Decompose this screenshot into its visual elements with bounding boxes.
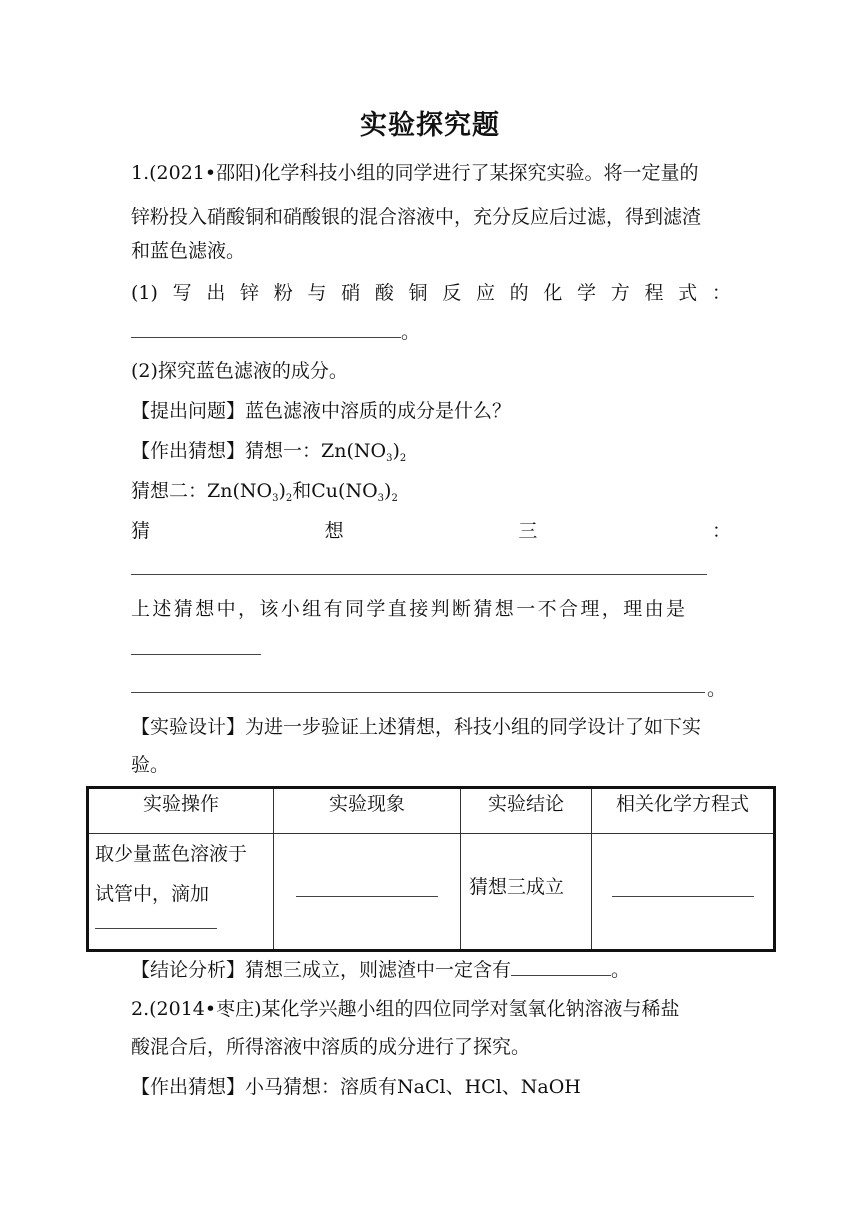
- cell-conclusion: [461, 834, 592, 951]
- prompt-char: 酸: [374, 282, 394, 304]
- header-operation: 实验操作: [88, 788, 274, 834]
- prompt-char: 反: [442, 282, 462, 304]
- prompt-char: 学: [577, 282, 597, 304]
- experiment-table: [86, 786, 776, 952]
- period: 。: [611, 959, 631, 981]
- reason-blank-2[interactable]: [131, 692, 705, 693]
- analysis-text: 猜想三成立，则滤渣中一定含有: [245, 959, 512, 981]
- reason-blank-1[interactable]: [131, 654, 261, 655]
- prompt-char: 应: [475, 282, 495, 304]
- q1-guess3-prompt: [131, 518, 731, 544]
- prompt-char: 出: [206, 282, 226, 304]
- prompt-char: 的: [509, 282, 529, 304]
- cell-operation: [88, 834, 274, 951]
- q2-guess-text: 小马猜想：溶质有NaCl、HCl、NaOH: [245, 1076, 581, 1098]
- paren: ): [278, 480, 286, 502]
- cell-phenomenon: [274, 834, 461, 951]
- prompt-char: (1): [131, 282, 158, 304]
- header-conclusion: 实验结论: [461, 788, 592, 834]
- prompt-char: 想: [324, 520, 344, 542]
- answer-blank[interactable]: [131, 318, 401, 338]
- q1-analysis-line: [131, 956, 630, 983]
- subscript: 2: [285, 493, 293, 504]
- guess2-and: 和: [292, 480, 312, 502]
- q1-ask-line: [131, 398, 511, 424]
- guess2-formula-a: Zn(NO: [207, 480, 273, 502]
- paren: ): [384, 480, 392, 502]
- period: 。: [707, 678, 727, 700]
- q1-guess1-line: [131, 438, 406, 472]
- prompt-char: 方: [610, 282, 630, 304]
- design-text: 为进一步验证上述猜想，科技小组的同学设计了如下实: [245, 716, 702, 738]
- guess2-lead: 猜想二：: [131, 480, 208, 502]
- subscript: 3: [377, 493, 385, 504]
- period: 。: [401, 321, 421, 343]
- prompt-char: 三: [518, 520, 538, 542]
- q1-part1-answer: [131, 318, 420, 345]
- phenomenon-blank[interactable]: [296, 896, 438, 897]
- q2-line-1: 2.(2014•枣庄)某化学兴趣小组的四位同学对氢氧化钠溶液与稀盐: [131, 998, 680, 1020]
- subscript: 2: [391, 493, 398, 504]
- prompt-char: 与: [307, 282, 327, 304]
- guess1-formula: Zn(NO: [321, 440, 387, 462]
- analysis-blank[interactable]: [511, 956, 611, 976]
- header-phenomenon: 实验现象: [274, 788, 461, 834]
- q2-guess-tag: 【作出猜想】: [131, 1076, 246, 1098]
- equation-blank[interactable]: [612, 896, 754, 897]
- q1-line-2: 锌粉投入硝酸铜和硝酸银的混合溶液中，充分反应后过滤，得到滤渣: [131, 206, 702, 228]
- prompt-char: 硝: [341, 282, 361, 304]
- subscript: 3: [272, 493, 279, 504]
- q1-design-line-2: 验。: [131, 754, 170, 776]
- table-row: [88, 834, 775, 951]
- paren: ): [392, 440, 400, 462]
- guess1-lead: 猜想一：: [245, 440, 322, 462]
- subscript: 3: [386, 453, 393, 464]
- analysis-tag: 【结论分析】: [131, 959, 246, 981]
- prompt-char: 锌: [240, 282, 260, 304]
- prompt-char: 写: [172, 282, 192, 304]
- ask-text: 蓝色滤液中溶质的成分是什么？: [245, 400, 512, 422]
- header-equation: 相关化学方程式: [592, 788, 775, 834]
- q1-part1-prompt: [131, 280, 731, 306]
- prompt-char: 化: [543, 282, 563, 304]
- prompt-char: 式: [678, 282, 698, 304]
- prompt-char: ：: [711, 282, 731, 304]
- prompt-char: 铜: [408, 282, 428, 304]
- operation-line-1: 取少量蓝色溶液于: [95, 843, 248, 865]
- guess3-answer-blank[interactable]: [131, 574, 707, 575]
- q1-line-3: 和蓝色滤液。: [131, 240, 246, 262]
- q1-reason-line: 上述猜想中，该小组有同学直接判断猜想一不合理，理由是: [131, 598, 688, 620]
- q1-part2: (2)探究蓝色滤液的成分。: [131, 360, 348, 382]
- conclusion-text: 猜想三成立: [469, 876, 565, 898]
- cell-equation: [592, 834, 775, 951]
- ask-tag: 【提出问题】: [131, 400, 246, 422]
- q1-line-1: 1.(2021•邵阳)化学科技小组的同学进行了某探究实验。将一定量的: [131, 162, 699, 184]
- operation-blank[interactable]: [95, 928, 217, 929]
- prompt-char: 猜: [131, 520, 151, 542]
- prompt-char: ：: [711, 520, 731, 542]
- table-header-row: [88, 788, 775, 834]
- page-title: 实验探究题: [360, 110, 500, 141]
- q1-guess2-line: [131, 478, 398, 512]
- q2-guess-line: [131, 1074, 581, 1100]
- q1-design-line: [131, 714, 701, 740]
- prompt-char: 程: [644, 282, 664, 304]
- guess-tag: 【作出猜想】: [131, 440, 246, 462]
- operation-line-2: 试管中，滴加: [95, 883, 210, 905]
- guess2-formula-b: Cu(NO: [311, 480, 378, 502]
- q2-line-2: 酸混合后，所得溶液中溶质的成分进行了探究。: [131, 1036, 531, 1058]
- prompt-char: 粉: [273, 282, 293, 304]
- design-tag: 【实验设计】: [131, 716, 246, 738]
- subscript: 2: [399, 453, 407, 464]
